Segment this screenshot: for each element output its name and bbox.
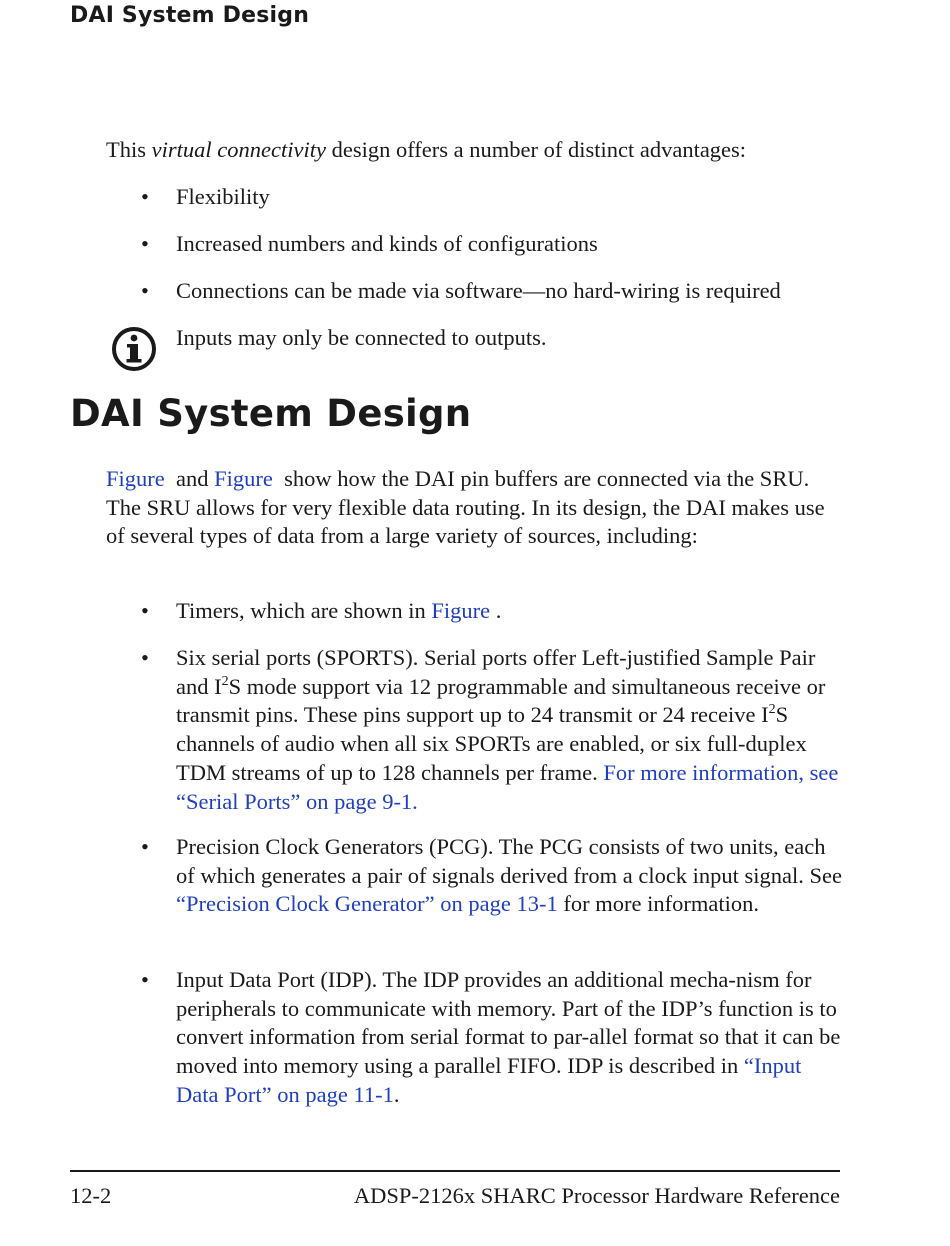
advantage-item: Connections can be made via software—no hard-wiring is required xyxy=(176,278,781,303)
item-text: S channels of audio when all six SPORTs are enabled, or six full-duplex TDM streams of up to 128 channels per frame. xyxy=(176,702,807,785)
item-text: Precision Clock Generators (PCG). The PCG consists of two units, each of which generates a pair of signals derived from a clock input signal. See xyxy=(176,834,843,888)
superscript: 2 xyxy=(768,702,776,718)
superscript: 2 xyxy=(221,673,229,689)
bullet-marker: • xyxy=(141,645,149,670)
footer-page-number: 12-2 xyxy=(70,1183,112,1208)
section-title: DAI System Design xyxy=(70,392,472,435)
footer-rule xyxy=(70,1170,840,1172)
idp-link[interactable]: “Input Data Port” on page 11-1 xyxy=(176,1053,802,1107)
intro-text-before: This xyxy=(106,137,152,162)
source-item-sports xyxy=(176,644,848,816)
item-text: Input Data Port (IDP). The IDP provides an additional mecha-nism for peripherals to communicate with memory. Part of the IDP’s function is to convert information from serial format to par-allel format so that it can be moved into memory using a parallel FIFO. IDP is described in xyxy=(176,967,841,1079)
figure-link[interactable]: Figure xyxy=(431,598,491,623)
item-text: Six serial ports (SPORTS). Serial ports offer Left-justified Sample Pair and I xyxy=(176,645,816,699)
bullet-marker: • xyxy=(141,278,149,303)
item-text: . xyxy=(393,1081,400,1107)
item-text: for more information. xyxy=(557,891,759,917)
bullet-marker: • xyxy=(141,834,149,859)
item-text: . xyxy=(490,598,502,623)
bullet-marker: • xyxy=(141,184,149,209)
section-text: show how the DAI pin buffers are connected via the SRU. The SRU allows for very flexible data routing. In its design, the DAI makes use of several types of data from a large variety of sources, including: xyxy=(106,466,831,549)
figure-link[interactable]: Figure xyxy=(214,466,273,491)
intro-paragraph xyxy=(106,136,846,165)
bullet-marker: • xyxy=(141,598,149,623)
item-text: Timers, which are shown in xyxy=(176,598,432,623)
source-item-pcg xyxy=(176,833,848,919)
pcg-link[interactable]: “Precision Clock Generator” on page 13-1 xyxy=(176,891,558,917)
info-icon xyxy=(110,325,158,373)
intro-emphasis: virtual connectivity xyxy=(151,137,326,162)
intro-text-after: design offers a number of distinct advantages: xyxy=(325,137,747,162)
bullet-marker: • xyxy=(141,231,149,256)
serial-ports-link[interactable]: For more information, see “Serial Ports” on page 9-1. xyxy=(176,759,839,814)
advantage-item: Flexibility xyxy=(176,184,270,209)
item-text: S mode support via 12 programmable and simultaneous receive or transmit pins. These pins support up to 24 transmit or 24 receive I xyxy=(176,673,826,728)
source-item-idp xyxy=(176,966,848,1110)
figure-link[interactable]: Figure xyxy=(106,466,165,491)
section-text: and xyxy=(164,466,215,491)
source-item-timers xyxy=(176,597,848,626)
note-text: Inputs may only be connected to outputs. xyxy=(176,325,547,350)
advantage-item: Increased numbers and kinds of configurations xyxy=(176,231,598,256)
bullet-marker: • xyxy=(141,967,149,992)
footer-book-title: ADSP-2126x SHARC Processor Hardware Reference xyxy=(353,1183,840,1208)
section-paragraph xyxy=(106,465,841,551)
running-header: DAI System Design xyxy=(70,3,310,28)
